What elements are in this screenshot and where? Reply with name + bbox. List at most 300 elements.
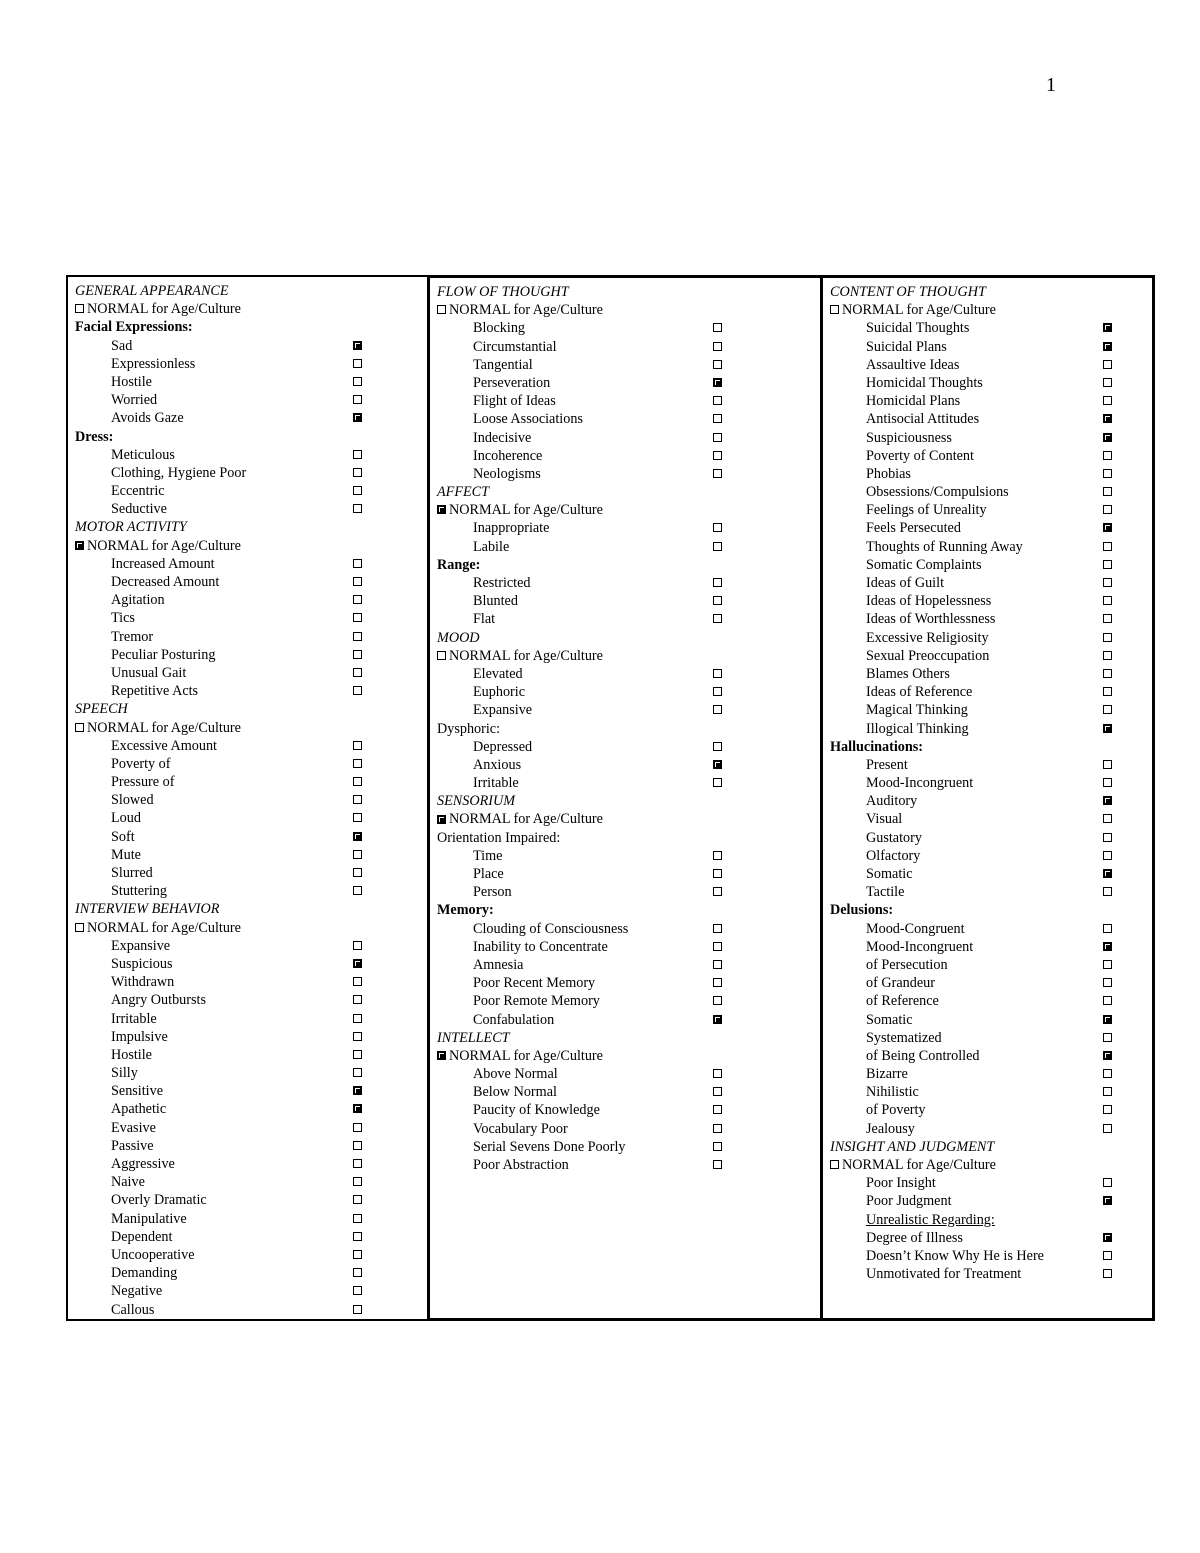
checkbox[interactable] xyxy=(353,1123,362,1132)
group-label: Facial Expressions: xyxy=(75,319,193,336)
checkbox[interactable] xyxy=(713,960,722,969)
subgroup-label xyxy=(830,1211,1152,1229)
checklist-item-clouding-of-consciousness xyxy=(437,920,820,938)
checklist-item-evasive xyxy=(75,1119,427,1137)
checklist-item-present xyxy=(830,756,1152,774)
checkbox[interactable] xyxy=(1103,469,1112,478)
checked-checkbox[interactable] xyxy=(437,815,446,824)
checklist-item-label: Clothing, Hygiene Poor xyxy=(111,464,247,481)
checkbox[interactable] xyxy=(1103,687,1112,696)
checkbox[interactable] xyxy=(713,742,722,751)
checklist-item-indecisive xyxy=(437,429,820,447)
checklist-item-label: Aggressive xyxy=(111,1156,175,1172)
normal-option xyxy=(75,537,427,555)
checkbox[interactable] xyxy=(353,1014,362,1023)
checklist-item-loose-associations xyxy=(437,410,820,428)
checkbox[interactable] xyxy=(713,1069,722,1078)
checkbox[interactable] xyxy=(713,687,722,696)
checkbox[interactable] xyxy=(353,941,362,950)
checkbox[interactable] xyxy=(353,377,362,386)
checklist-item-mood-incongruent xyxy=(830,938,1152,956)
checked-checkbox[interactable] xyxy=(1103,1196,1112,1205)
checkbox[interactable] xyxy=(1103,814,1112,823)
checklist-item-label: Systematized xyxy=(866,1029,942,1046)
checklist-item-label: Peculiar Posturing xyxy=(111,646,216,663)
checkbox[interactable] xyxy=(353,1159,362,1168)
checked-checkbox[interactable] xyxy=(1103,1233,1112,1242)
checklist-item-labile xyxy=(437,538,820,556)
checklist-item-label: Above Normal xyxy=(473,1066,558,1083)
checkbox[interactable] xyxy=(353,504,362,513)
checklist-item-poverty-of-content xyxy=(830,447,1152,465)
checkbox[interactable] xyxy=(353,1141,362,1150)
checkbox[interactable] xyxy=(353,813,362,822)
checkbox[interactable] xyxy=(353,995,362,1004)
checklist-item-apathetic xyxy=(75,1100,427,1118)
normal-option-label: NORMAL for Age/Culture xyxy=(87,537,241,554)
checklist-item-label: Uncooperative xyxy=(111,1246,195,1263)
checkbox[interactable] xyxy=(1103,560,1112,569)
checkbox[interactable] xyxy=(713,1124,722,1133)
checklist-item-slurred xyxy=(75,864,427,882)
checklist-item-label: of Grandeur xyxy=(866,975,935,992)
checkbox[interactable] xyxy=(353,668,362,677)
checkbox[interactable] xyxy=(75,923,84,932)
checkbox[interactable] xyxy=(353,359,362,368)
checkbox[interactable] xyxy=(713,851,722,860)
checklist-item-elevated xyxy=(437,665,820,683)
checklist-item-label: Mood-Incongruent xyxy=(866,775,974,792)
checkbox[interactable] xyxy=(353,795,362,804)
checklist-item-label: Meticulous xyxy=(111,446,175,463)
checklist-item-agitation xyxy=(75,591,427,609)
checkbox[interactable] xyxy=(353,650,362,659)
checklist-item-label: Feels Persecuted xyxy=(866,520,961,537)
checklist-item-of-grandeur xyxy=(830,974,1152,992)
checklist-item-above-normal xyxy=(437,1065,820,1083)
checklist-item-excessive-religiosity xyxy=(830,629,1152,647)
checked-checkbox[interactable] xyxy=(713,1015,722,1024)
checklist-item-irritable xyxy=(437,774,820,792)
checklist-item-gustatory xyxy=(830,829,1152,847)
checkbox[interactable] xyxy=(1103,360,1112,369)
checkbox[interactable] xyxy=(1103,978,1112,987)
checklist-item-label: Demanding xyxy=(111,1265,178,1282)
checkbox[interactable] xyxy=(713,1105,722,1114)
checkbox[interactable] xyxy=(713,469,722,478)
checklist-item-label: Assaultive Ideas xyxy=(866,356,960,373)
checkbox[interactable] xyxy=(353,632,362,641)
checklist-item-label: Phobias xyxy=(866,465,911,482)
checklist-item-label: Tremor xyxy=(111,628,154,645)
normal-option xyxy=(437,1047,820,1065)
group-label: Hallucinations: xyxy=(830,738,924,755)
checklist-item-ideas-of-guilt xyxy=(830,574,1152,592)
normal-option-label: NORMAL for Age/Culture xyxy=(842,302,996,319)
checked-checkbox[interactable] xyxy=(1103,433,1112,442)
checklist-item-label: Negative xyxy=(111,1283,163,1300)
checklist-item-impulsive xyxy=(75,1028,427,1046)
checklist-item-label: Avoids Gaze xyxy=(111,410,184,427)
checklist-item-of-poverty xyxy=(830,1101,1152,1119)
checkbox[interactable] xyxy=(353,450,362,459)
checkbox[interactable] xyxy=(713,1160,722,1169)
checklist-item-label: Paucity of Knowledge xyxy=(473,1102,600,1119)
checked-checkbox[interactable] xyxy=(353,1104,362,1113)
checklist-item-label: Anxious xyxy=(473,756,522,773)
checkbox[interactable] xyxy=(353,559,362,568)
checklist-item-angry-outbursts xyxy=(75,991,427,1009)
checkbox[interactable] xyxy=(353,741,362,750)
checklist-item-label: Blames Others xyxy=(866,665,950,682)
checkbox[interactable] xyxy=(353,1286,362,1295)
group-label: Range: xyxy=(437,556,481,573)
checkbox[interactable] xyxy=(1103,596,1112,605)
mental-status-checklist xyxy=(66,275,1155,1321)
checkbox[interactable] xyxy=(353,1177,362,1186)
checklist-item-label: Circumstantial xyxy=(473,338,557,355)
checked-checkbox[interactable] xyxy=(1103,724,1112,733)
checklist-item-label: Seductive xyxy=(111,501,167,518)
checkbox[interactable] xyxy=(713,614,722,623)
checkbox[interactable] xyxy=(353,486,362,495)
checklist-item-euphoric xyxy=(437,683,820,701)
checkbox[interactable] xyxy=(353,977,362,986)
checkbox[interactable] xyxy=(713,396,722,405)
checkbox[interactable] xyxy=(713,596,722,605)
checkbox[interactable] xyxy=(1103,1124,1112,1133)
checkbox[interactable] xyxy=(1103,833,1112,842)
checklist-item-label: Pressure of xyxy=(111,774,175,791)
checklist-item-ideas-of-worthlessness xyxy=(830,610,1152,628)
checkbox[interactable] xyxy=(353,1250,362,1259)
checkbox[interactable] xyxy=(353,395,362,404)
checklist-item-label: Antisocial Attitudes xyxy=(866,411,980,428)
checklist-item-label: Incoherence xyxy=(473,447,543,464)
checklist-item-bizarre xyxy=(830,1065,1152,1083)
checked-checkbox[interactable] xyxy=(1103,414,1112,423)
checklist-item-label: Manipulative xyxy=(111,1210,187,1227)
normal-option xyxy=(75,919,427,937)
checklist-item-label: Euphoric xyxy=(473,684,526,701)
checklist-item-suspiciousness xyxy=(830,429,1152,447)
checkbox[interactable] xyxy=(1103,924,1112,933)
checkbox[interactable] xyxy=(1103,578,1112,587)
checked-checkbox[interactable] xyxy=(1103,523,1112,532)
checklist-item-label: Poor Abstraction xyxy=(473,1157,569,1173)
checkbox[interactable] xyxy=(713,924,722,933)
checkbox[interactable] xyxy=(1103,960,1112,969)
checklist-item-magical-thinking xyxy=(830,701,1152,719)
checkbox[interactable] xyxy=(437,651,446,660)
checked-checkbox[interactable] xyxy=(353,959,362,968)
checked-checkbox[interactable] xyxy=(1103,1051,1112,1060)
checklist-item-label: of Reference xyxy=(866,993,939,1010)
checklist-item-label: Loud xyxy=(111,810,141,827)
checkbox[interactable] xyxy=(353,595,362,604)
checkbox[interactable] xyxy=(353,468,362,477)
checklist-item-irritable xyxy=(75,1010,427,1028)
checklist-item-label: Suicidal Plans xyxy=(866,338,947,355)
checkbox[interactable] xyxy=(713,669,722,678)
section-heading: MOOD xyxy=(437,629,480,646)
checklist-item-ideas-of-reference xyxy=(830,683,1152,701)
checklist-item-label: Sad xyxy=(111,337,133,354)
checkbox[interactable] xyxy=(1103,887,1112,896)
checklist-item-homicidal-plans xyxy=(830,392,1152,410)
checkbox[interactable] xyxy=(713,869,722,878)
checkbox[interactable] xyxy=(1103,760,1112,769)
normal-option-label: NORMAL for Age/Culture xyxy=(842,1157,996,1173)
checklist-item-label: Depressed xyxy=(473,738,533,755)
checklist-item-label: Mute xyxy=(111,846,141,863)
checklist-item-label: Hostile xyxy=(111,373,152,390)
section-heading: INTERVIEW BEHAVIOR xyxy=(75,901,220,918)
checklist-item-incoherence xyxy=(437,447,820,465)
checked-checkbox[interactable] xyxy=(1103,1015,1112,1024)
checklist-item-paucity-of-knowledge xyxy=(437,1101,820,1119)
checklist-item-label: Ideas of Hopelessness xyxy=(866,593,992,610)
checkbox[interactable] xyxy=(713,996,722,1005)
checkbox[interactable] xyxy=(713,705,722,714)
checklist-item-decreased-amount xyxy=(75,573,427,591)
checkbox[interactable] xyxy=(353,1232,362,1241)
checklist-item-label: Slurred xyxy=(111,865,153,881)
checkbox[interactable] xyxy=(353,1214,362,1223)
checklist-item-label: Poor Judgment xyxy=(866,1193,952,1210)
checkbox[interactable] xyxy=(1103,487,1112,496)
checkbox[interactable] xyxy=(1103,505,1112,514)
checklist-item-label: Withdrawn xyxy=(111,974,175,991)
checklist-item-withdrawn xyxy=(75,973,427,991)
checkbox[interactable] xyxy=(713,451,722,460)
checkbox[interactable] xyxy=(713,1142,722,1151)
checkbox[interactable] xyxy=(1103,705,1112,714)
checkbox[interactable] xyxy=(353,1195,362,1204)
checkbox[interactable] xyxy=(713,542,722,551)
section-heading: INSIGHT AND JUDGMENT xyxy=(830,1138,995,1155)
checkbox[interactable] xyxy=(713,887,722,896)
checklist-item-mute xyxy=(75,846,427,864)
checkbox[interactable] xyxy=(1103,1269,1112,1278)
checkbox[interactable] xyxy=(1103,1069,1112,1078)
checklist-item-blunted xyxy=(437,592,820,610)
checklist-item-label: Dependent xyxy=(111,1228,173,1245)
checkbox[interactable] xyxy=(713,578,722,587)
checkbox[interactable] xyxy=(353,777,362,786)
checkbox[interactable] xyxy=(1103,1178,1112,1187)
checklist-item-label: Poor Insight xyxy=(866,1175,936,1192)
checklist-item-of-reference xyxy=(830,992,1152,1010)
checked-checkbox[interactable] xyxy=(353,413,362,422)
checklist-item-somatic xyxy=(830,865,1152,883)
checklist-item-label: Visual xyxy=(866,811,903,828)
checkbox[interactable] xyxy=(713,360,722,369)
checkbox[interactable] xyxy=(830,1160,839,1169)
section-heading: CONTENT OF THOUGHT xyxy=(830,284,986,300)
checklist-item-time xyxy=(437,847,820,865)
checked-checkbox[interactable] xyxy=(1103,796,1112,805)
checklist-item-label: Flight of Ideas xyxy=(473,393,556,410)
checklist-item-visual xyxy=(830,810,1152,828)
checked-checkbox[interactable] xyxy=(75,541,84,550)
checklist-item-poor-abstraction xyxy=(437,1156,820,1174)
checkbox[interactable] xyxy=(1103,851,1112,860)
checklist-item-label: Obsessions/Compulsions xyxy=(866,484,1009,501)
checkbox[interactable] xyxy=(713,1087,722,1096)
checklist-item-worried xyxy=(75,391,427,409)
checklist-item-of-being-controlled xyxy=(830,1047,1152,1065)
checked-checkbox[interactable] xyxy=(1103,323,1112,332)
checkbox[interactable] xyxy=(1103,451,1112,460)
normal-option-label: NORMAL for Age/Culture xyxy=(87,301,241,318)
checked-checkbox[interactable] xyxy=(437,505,446,514)
checklist-item-label: Place xyxy=(473,866,504,882)
checklist-item-label: Bizarre xyxy=(866,1066,908,1083)
checklist-item-negative xyxy=(75,1282,427,1300)
checklist-item-ideas-of-hopelessness xyxy=(830,592,1152,610)
checkbox[interactable] xyxy=(437,305,446,314)
checklist-item-suspicious xyxy=(75,955,427,973)
checklist-item-label: Sexual Preoccupation xyxy=(866,647,990,664)
checkbox[interactable] xyxy=(1103,633,1112,642)
checked-checkbox[interactable] xyxy=(713,760,722,769)
checklist-item-label: Homicidal Thoughts xyxy=(866,374,983,391)
checklist-item-label: of Persecution xyxy=(866,956,948,973)
checklist-item-soft xyxy=(75,828,427,846)
checkbox[interactable] xyxy=(353,850,362,859)
checklist-item-label: Serial Sevens Done Poorly xyxy=(473,1138,626,1155)
checkbox[interactable] xyxy=(713,433,722,442)
normal-option-label: NORMAL for Age/Culture xyxy=(87,919,241,936)
checked-checkbox[interactable] xyxy=(437,1051,446,1060)
checkbox[interactable] xyxy=(713,414,722,423)
checklist-item-pressure-of xyxy=(75,773,427,791)
checklist-item-label: Excessive Amount xyxy=(111,737,217,754)
checkbox[interactable] xyxy=(1103,542,1112,551)
checkbox[interactable] xyxy=(713,323,722,332)
checkbox[interactable] xyxy=(830,305,839,314)
checklist-item-label: Somatic xyxy=(866,866,913,882)
checklist-item-label: Unmotivated for Treatment xyxy=(866,1266,1022,1283)
checkbox[interactable] xyxy=(1103,1105,1112,1114)
checked-checkbox[interactable] xyxy=(353,1086,362,1095)
checkbox[interactable] xyxy=(353,1050,362,1059)
group-label: Dress: xyxy=(75,428,114,445)
checkbox[interactable] xyxy=(713,342,722,351)
checkbox[interactable] xyxy=(1103,396,1112,405)
checklist-item-label: Passive xyxy=(111,1137,154,1154)
checklist-item-circumstantial xyxy=(437,338,820,356)
checkbox[interactable] xyxy=(75,304,84,313)
checked-checkbox[interactable] xyxy=(1103,869,1112,878)
checklist-item-somatic-complaints xyxy=(830,556,1152,574)
checklist-item-blames-others xyxy=(830,665,1152,683)
checkbox[interactable] xyxy=(353,1268,362,1277)
checkbox[interactable] xyxy=(353,886,362,895)
checklist-item-inability-to-concentrate xyxy=(437,938,820,956)
checklist-item-flat xyxy=(437,610,820,628)
checkbox[interactable] xyxy=(713,978,722,987)
checklist-item-aggressive xyxy=(75,1155,427,1173)
checked-checkbox[interactable] xyxy=(353,341,362,350)
checkbox[interactable] xyxy=(353,577,362,586)
checklist-item-serial-sevens-done-poorly xyxy=(437,1138,820,1156)
checkbox[interactable] xyxy=(353,613,362,622)
checked-checkbox[interactable] xyxy=(713,378,722,387)
checklist-item-uncooperative xyxy=(75,1246,427,1264)
checklist-item-label: Present xyxy=(866,756,908,773)
checkbox[interactable] xyxy=(713,942,722,951)
checklist-item-avoids-gaze xyxy=(75,409,427,427)
checked-checkbox[interactable] xyxy=(1103,942,1112,951)
checked-checkbox[interactable] xyxy=(1103,342,1112,351)
subgroup-label-text: Unrealistic Regarding: xyxy=(866,1211,995,1228)
checkbox[interactable] xyxy=(1103,378,1112,387)
checklist-item-sad xyxy=(75,337,427,355)
checkbox[interactable] xyxy=(353,1068,362,1077)
checklist-item-hostile xyxy=(75,1046,427,1064)
checklist-item-label: Eccentric xyxy=(111,483,165,500)
checklist-item-label: Jealousy xyxy=(866,1120,915,1137)
checkbox[interactable] xyxy=(1103,996,1112,1005)
checkbox[interactable] xyxy=(1103,614,1112,623)
checklist-item-feelings-of-unreality xyxy=(830,501,1152,519)
checkbox[interactable] xyxy=(1103,1033,1112,1042)
checklist-item-expansive xyxy=(437,701,820,719)
checklist-item-poor-insight xyxy=(830,1174,1152,1192)
checkbox[interactable] xyxy=(353,1032,362,1041)
checklist-item-label: Repetitive Acts xyxy=(111,683,199,700)
checklist-item-label: Indecisive xyxy=(473,429,532,446)
checklist-item-blocking xyxy=(437,319,820,337)
checkbox[interactable] xyxy=(1103,1251,1112,1260)
checklist-item-label: Soft xyxy=(111,828,135,845)
checkbox[interactable] xyxy=(1103,651,1112,660)
checkbox[interactable] xyxy=(353,868,362,877)
checklist-item-label: of Being Controlled xyxy=(866,1047,980,1064)
checkbox[interactable] xyxy=(713,523,722,532)
checkbox[interactable] xyxy=(353,1305,362,1314)
checkbox[interactable] xyxy=(353,686,362,695)
checklist-item-dependent xyxy=(75,1228,427,1246)
checkbox[interactable] xyxy=(353,759,362,768)
checkbox[interactable] xyxy=(1103,1087,1112,1096)
checklist-item-seductive xyxy=(75,500,427,518)
normal-option xyxy=(75,300,427,318)
checkbox[interactable] xyxy=(1103,669,1112,678)
checklist-item-label: Poverty of Content xyxy=(866,447,974,464)
normal-option-label: NORMAL for Age/Culture xyxy=(449,1047,603,1064)
checkbox[interactable] xyxy=(713,778,722,787)
normal-option xyxy=(437,647,820,665)
checklist-item-label: Degree of Illness xyxy=(866,1229,963,1246)
checkbox[interactable] xyxy=(75,723,84,732)
checklist-item-label: Confabulation xyxy=(473,1011,555,1028)
checklist-item-label: Suspicious xyxy=(111,955,173,972)
checklist-item-tics xyxy=(75,609,427,627)
checklist-item-label: Silly xyxy=(111,1065,138,1082)
checklist-item-label: Vocabulary Poor xyxy=(473,1120,568,1137)
normal-option xyxy=(830,301,1152,319)
checkbox[interactable] xyxy=(1103,778,1112,787)
checklist-item-increased-amount xyxy=(75,555,427,573)
normal-option-label: NORMAL for Age/Culture xyxy=(449,647,603,664)
checked-checkbox[interactable] xyxy=(353,832,362,841)
checklist-item-label: Olfactory xyxy=(866,847,921,864)
checklist-item-label: Expansive xyxy=(473,702,533,719)
checklist-item-demanding xyxy=(75,1264,427,1282)
